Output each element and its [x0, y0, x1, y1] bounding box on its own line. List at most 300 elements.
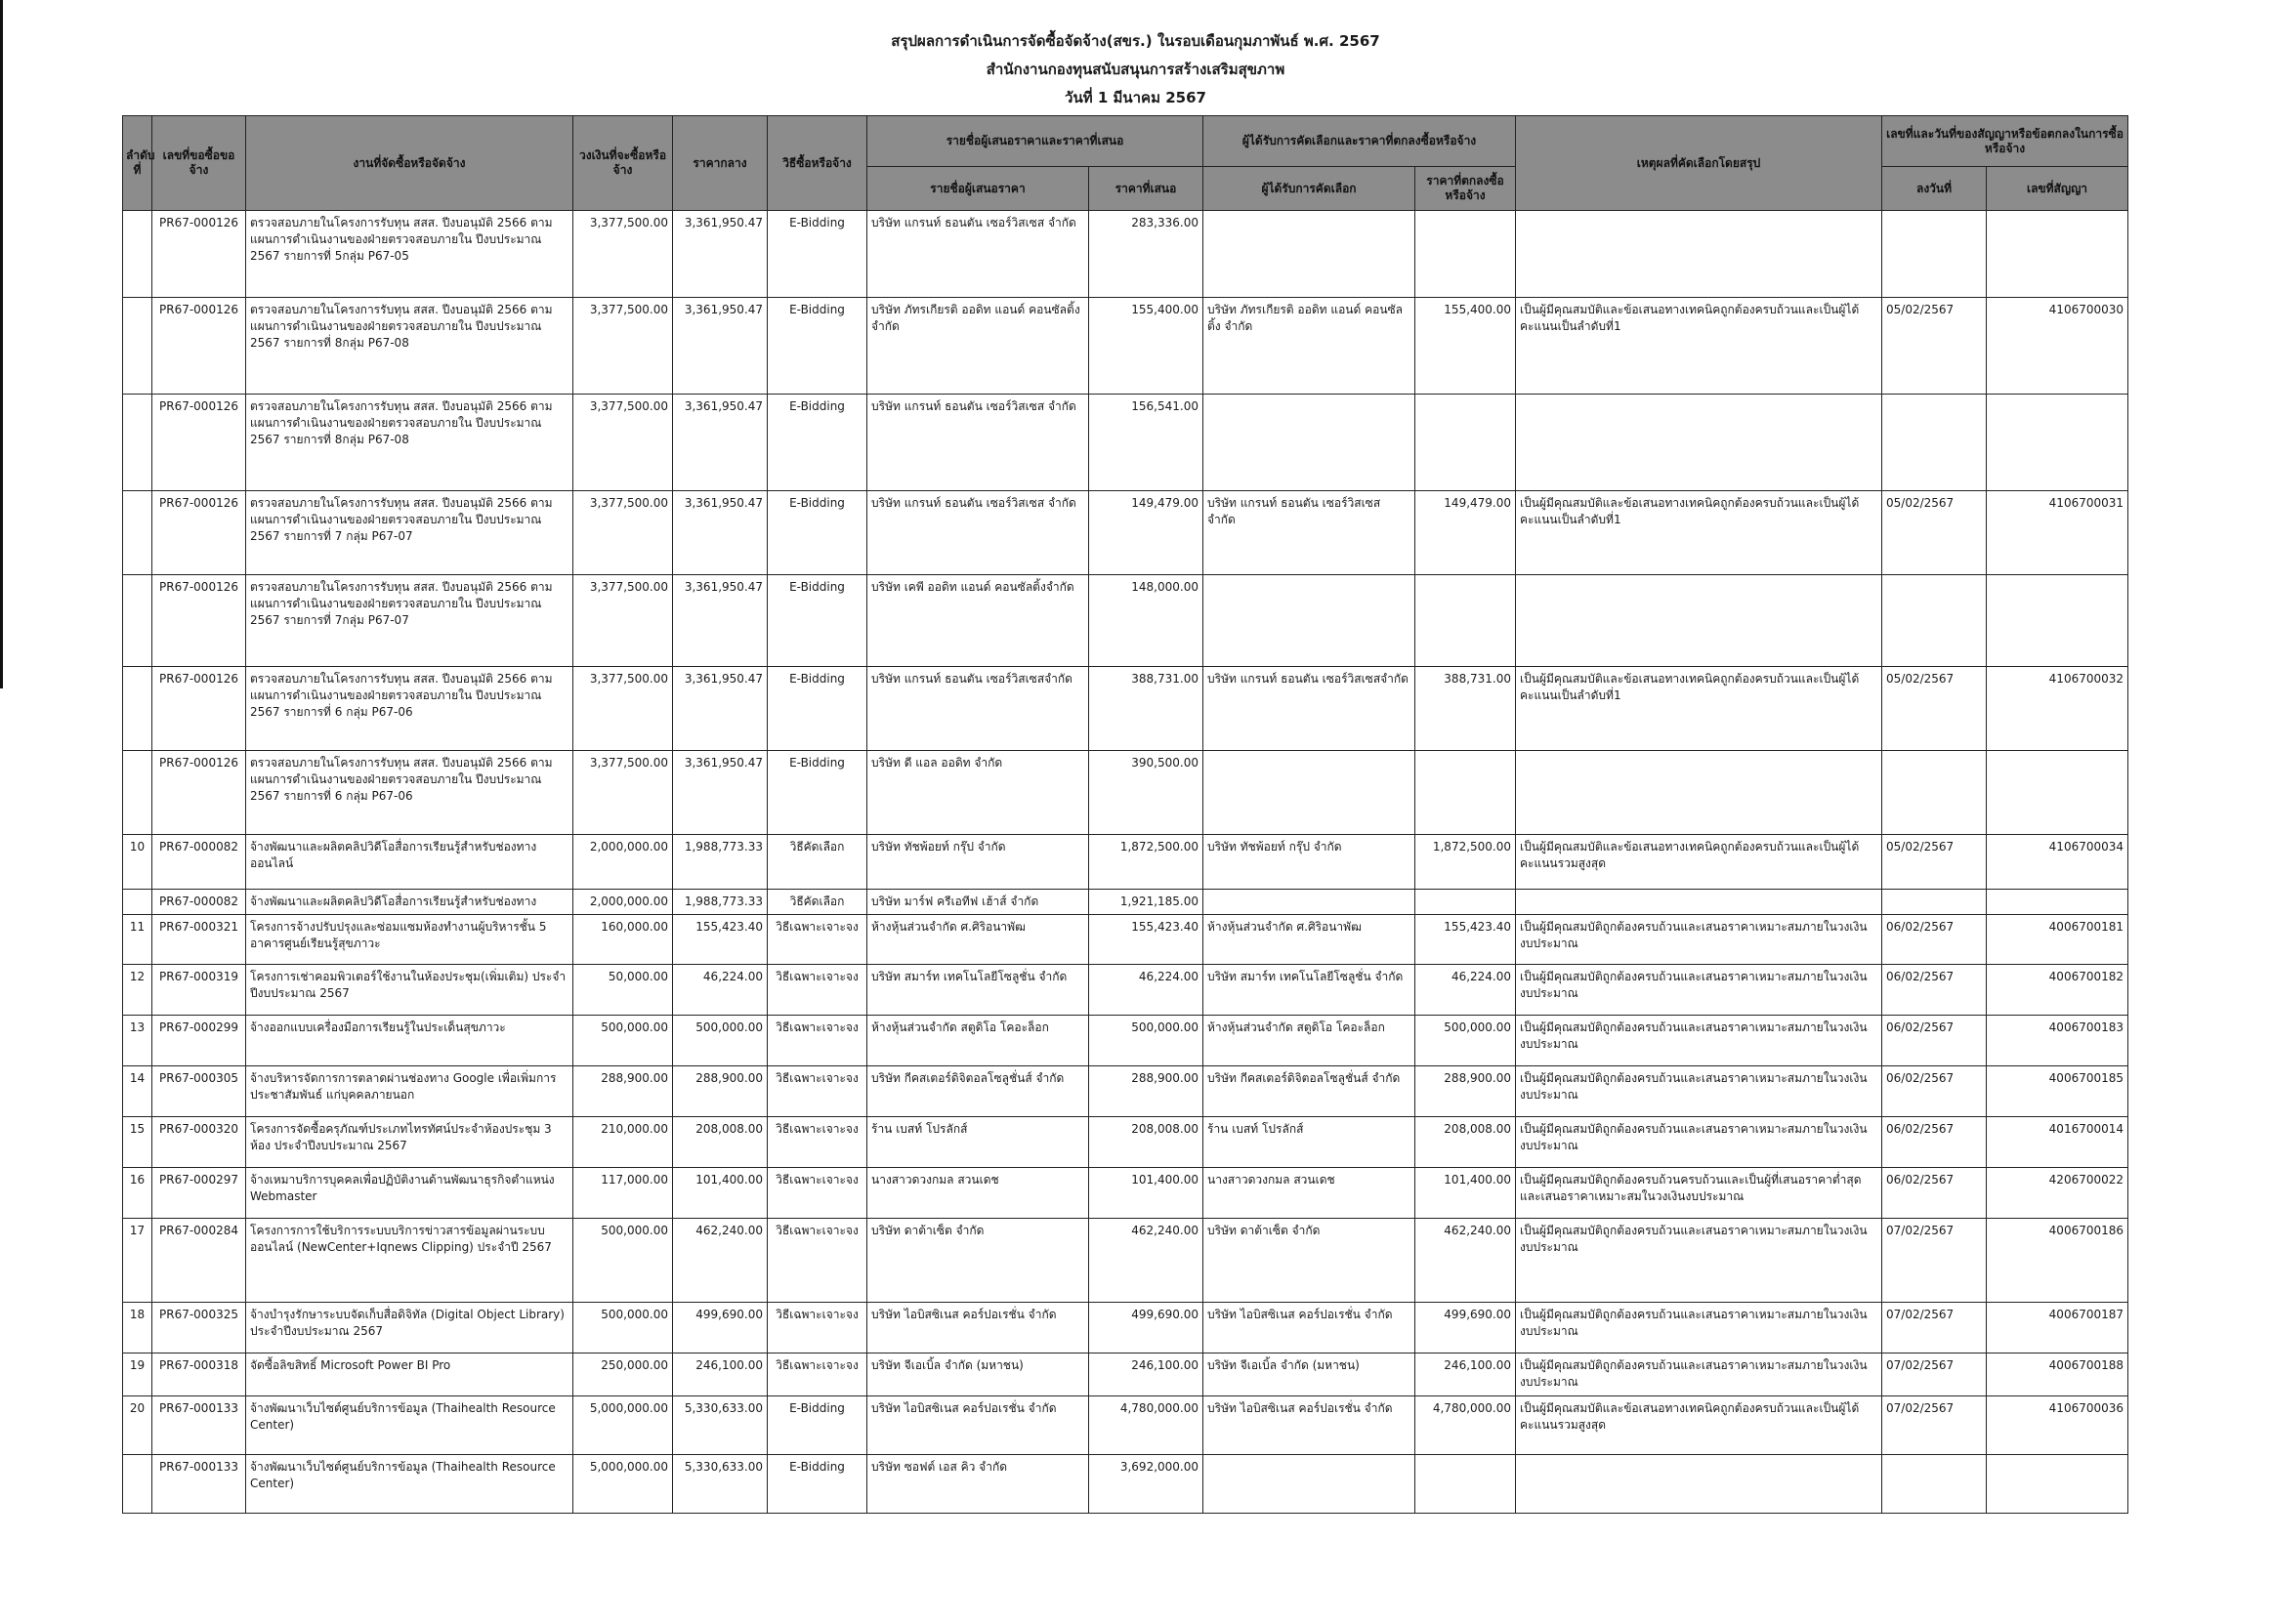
cell-pr-number: PR67-000321: [152, 915, 246, 965]
table-row: [123, 491, 2128, 575]
cell-no: 11: [123, 915, 152, 965]
cell-contract-date: 05/02/2567: [1882, 835, 1987, 890]
cell-budget: 3,377,500.00: [573, 211, 673, 298]
cell-reason: [1516, 211, 1882, 298]
cell-reason: เป็นผู้มีคุณสมบัติและข้อเสนอทางเทคนิคถูกต้องครบถ้วนและเป็นผู้ได้คะแนนเป็นลำดับที่1: [1516, 667, 1882, 751]
cell-contract-date: [1882, 751, 1987, 835]
cell-budget: 2,000,000.00: [573, 835, 673, 890]
cell-bidder-name: บริษัท แกรนท์ ธอนตัน เซอร์วิสเซส จำกัด: [867, 211, 1089, 298]
cell-agreed-price: [1415, 211, 1516, 298]
cell-bidder-name: บริษัท ดาต้าเซ็ต จำกัด: [867, 1219, 1089, 1303]
cell-no: 16: [123, 1168, 152, 1219]
cell-median-price: 3,361,950.47: [673, 395, 768, 491]
cell-selected-name: บริษัท ทัชพ้อยท์ กรุ๊ป จำกัด: [1203, 835, 1415, 890]
cell-contract-date: 07/02/2567: [1882, 1396, 1987, 1455]
table-row: [123, 1396, 2128, 1455]
cell-pr-number: PR67-000126: [152, 575, 246, 667]
cell-bidder-name: นางสาวดวงกมล สวนเดช: [867, 1168, 1089, 1219]
cell-agreed-price: [1415, 1455, 1516, 1514]
cell-reason: เป็นผู้มีคุณสมบัติและข้อเสนอทางเทคนิคถูกต้องครบถ้วนและเป็นผู้ได้คะแนนรวมสูงสุด: [1516, 835, 1882, 890]
cell-selected-name: บริษัท แกรนท์ ธอนตัน เซอร์วิสเซส จำกัด: [1203, 491, 1415, 575]
cell-selected-name: [1203, 1455, 1415, 1514]
cell-contract-date: 06/02/2567: [1882, 1168, 1987, 1219]
cell-contract-number: [1987, 1455, 2128, 1514]
cell-selected-name: บริษัท ดาต้าเซ็ต จำกัด: [1203, 1219, 1415, 1303]
cell-selected-name: บริษัท ภัทรเกียรติ ออดิท แอนด์ คอนซัลติ้ง จำกัด: [1203, 298, 1415, 395]
cell-bid-price: 388,731.00: [1089, 667, 1203, 751]
cell-method: วิธีเฉพาะเจาะจง: [768, 1168, 867, 1219]
cell-agreed-price: 288,900.00: [1415, 1066, 1516, 1117]
cell-agreed-price: 462,240.00: [1415, 1219, 1516, 1303]
cell-contract-date: 07/02/2567: [1882, 1303, 1987, 1353]
cell-agreed-price: 155,423.40: [1415, 915, 1516, 965]
cell-contract-number: 4016700014: [1987, 1117, 2128, 1168]
cell-method: วิธีเฉพาะเจาะจง: [768, 1016, 867, 1066]
cell-method: วิธีคัดเลือก: [768, 890, 867, 915]
cell-contract-number: 4106700031: [1987, 491, 2128, 575]
cell-budget: 3,377,500.00: [573, 395, 673, 491]
cell-reason: เป็นผู้มีคุณสมบัติถูกต้องครบถ้วนครบถ้วนและเป็นผู้ที่เสนอราคาต่ำสุดและเสนอราคาเหมาะสมในวงเงินงบประมาณ: [1516, 1168, 1882, 1219]
cell-no: 20: [123, 1396, 152, 1455]
cell-pr-number: PR67-000133: [152, 1396, 246, 1455]
cell-contract-date: [1882, 1455, 1987, 1514]
cell-pr-number: PR67-000297: [152, 1168, 246, 1219]
cell-bidder-name: บริษัท ดี แอล ออดิท จำกัด: [867, 751, 1089, 835]
cell-selected-name: ห้างหุ้นส่วนจำกัด สตูดิโอ โคอะล็อก: [1203, 1016, 1415, 1066]
cell-work: ตรวจสอบภายในโครงการรับทุน สสส. ปีงบอนุมัติ 2566 ตามแผนการดำเนินงานของฝ่ายตรวจสอบภายใน ปีงบประมาณ 2567 รายการที่ 7กลุ่ม P67-07: [246, 575, 573, 667]
cell-bidder-name: บริษัท ทัชพ้อยท์ กรุ๊ป จำกัด: [867, 835, 1089, 890]
cell-method: วิธีเฉพาะเจาะจง: [768, 1303, 867, 1353]
cell-no: [123, 491, 152, 575]
table-row: [123, 1353, 2128, 1396]
header-contract-date: ลงวันที่: [1882, 167, 1987, 211]
cell-contract-date: 05/02/2567: [1882, 298, 1987, 395]
table-row: [123, 965, 2128, 1016]
cell-median-price: 5,330,633.00: [673, 1455, 768, 1514]
cell-no: 15: [123, 1117, 152, 1168]
cell-method: E-Bidding: [768, 1396, 867, 1455]
cell-pr-number: PR67-000082: [152, 835, 246, 890]
cell-selected-name: ห้างหุ้นส่วนจำกัด ศ.ศิริอนาพัฒ: [1203, 915, 1415, 965]
cell-median-price: 1,988,773.33: [673, 890, 768, 915]
cell-agreed-price: [1415, 890, 1516, 915]
cell-bidder-name: บริษัท ไอบิสซิเนส คอร์ปอเรชั่น จำกัด: [867, 1303, 1089, 1353]
cell-median-price: 5,330,633.00: [673, 1396, 768, 1455]
cell-median-price: 288,900.00: [673, 1066, 768, 1117]
cell-contract-number: 4006700187: [1987, 1303, 2128, 1353]
cell-no: 10: [123, 835, 152, 890]
cell-median-price: 1,988,773.33: [673, 835, 768, 890]
cell-bid-price: 149,479.00: [1089, 491, 1203, 575]
cell-method: E-Bidding: [768, 667, 867, 751]
table-row: [123, 1303, 2128, 1353]
cell-median-price: 246,100.00: [673, 1353, 768, 1396]
cell-selected-name: [1203, 211, 1415, 298]
cell-median-price: 46,224.00: [673, 965, 768, 1016]
cell-reason: [1516, 751, 1882, 835]
cell-pr-number: PR67-000126: [152, 667, 246, 751]
cell-pr-number: PR67-000126: [152, 491, 246, 575]
header-work: งานที่จัดซื้อหรือจัดจ้าง: [246, 116, 573, 211]
cell-contract-date: 06/02/2567: [1882, 915, 1987, 965]
cell-contract-date: 06/02/2567: [1882, 1066, 1987, 1117]
cell-pr-number: PR67-000320: [152, 1117, 246, 1168]
document-title: สรุปผลการดำเนินการจัดซื้อจัดจ้าง(สขร.) ในรอบเดือนกุมภาพันธ์ พ.ศ. 2567: [891, 32, 1380, 50]
cell-method: E-Bidding: [768, 575, 867, 667]
cell-work: ตรวจสอบภายในโครงการรับทุน สสส. ปีงบอนุมัติ 2566 ตามแผนการดำเนินงานของฝ่ายตรวจสอบภายใน ปีงบประมาณ 2567 รายการที่ 6 กลุ่ม P67-06: [246, 751, 573, 835]
table-row: [123, 211, 2128, 298]
table-row: [123, 1117, 2128, 1168]
cell-work: โครงการจัดซื้อครุภัณฑ์ประเภทไทรทัศน์ประจำห้องประชุม 3 ห้อง ประจำปีงบประมาณ 2567: [246, 1117, 573, 1168]
cell-contract-number: 4006700188: [1987, 1353, 2128, 1396]
cell-bid-price: 155,423.40: [1089, 915, 1203, 965]
table-row: [123, 1066, 2128, 1117]
cell-pr-number: PR67-000133: [152, 1455, 246, 1514]
cell-no: 13: [123, 1016, 152, 1066]
cell-bid-price: 246,100.00: [1089, 1353, 1203, 1396]
cell-pr-number: PR67-000126: [152, 211, 246, 298]
table-row: [123, 1168, 2128, 1219]
cell-bidder-name: บริษัท สมาร์ท เทคโนโลยีโซลูชั่น จำกัด: [867, 965, 1089, 1016]
cell-reason: [1516, 395, 1882, 491]
header-selected-name: ผู้ได้รับการคัดเลือก: [1203, 167, 1415, 211]
table-row: [123, 1016, 2128, 1066]
cell-median-price: 3,361,950.47: [673, 491, 768, 575]
cell-bid-price: 1,872,500.00: [1089, 835, 1203, 890]
cell-bidder-name: บริษัท จีเอเบิ้ล จำกัด (มหาชน): [867, 1353, 1089, 1396]
cell-contract-number: 4106700030: [1987, 298, 2128, 395]
document-organization: สำนักงานกองทุนสนับสนุนการสร้างเสริมสุขภาพ: [986, 61, 1285, 78]
cell-contract-date: [1882, 395, 1987, 491]
table-row: [123, 575, 2128, 667]
cell-contract-date: [1882, 890, 1987, 915]
cell-contract-number: 4206700022: [1987, 1168, 2128, 1219]
cell-work: ตรวจสอบภายในโครงการรับทุน สสส. ปีงบอนุมัติ 2566 ตามแผนการดำเนินงานของฝ่ายตรวจสอบภายใน ปีงบประมาณ 2567 รายการที่ 7 กลุ่ม P67-07: [246, 491, 573, 575]
cell-budget: 250,000.00: [573, 1353, 673, 1396]
cell-contract-number: 4106700036: [1987, 1396, 2128, 1455]
cell-bidder-name: ห้างหุ้นส่วนจำกัด สตูดิโอ โคอะล็อก: [867, 1016, 1089, 1066]
cell-work: ตรวจสอบภายในโครงการรับทุน สสส. ปีงบอนุมัติ 2566 ตามแผนการดำเนินงานของฝ่ายตรวจสอบภายใน ปีงบประมาณ 2567 รายการที่ 6 กลุ่ม P67-06: [246, 667, 573, 751]
cell-reason: [1516, 1455, 1882, 1514]
cell-no: [123, 890, 152, 915]
cell-bid-price: 500,000.00: [1089, 1016, 1203, 1066]
header-contract-group: เลขที่และวันที่ของสัญญาหรือข้อตกลงในการซื้อหรือจ้าง: [1882, 116, 2128, 167]
table-row: [123, 1455, 2128, 1514]
cell-bid-price: 1,921,185.00: [1089, 890, 1203, 915]
cell-pr-number: PR67-000318: [152, 1353, 246, 1396]
cell-no: 17: [123, 1219, 152, 1303]
cell-contract-number: 4006700186: [1987, 1219, 2128, 1303]
cell-method: E-Bidding: [768, 1455, 867, 1514]
cell-budget: 3,377,500.00: [573, 298, 673, 395]
cell-contract-date: [1882, 211, 1987, 298]
cell-contract-number: [1987, 575, 2128, 667]
header-agreed-price: ราคาที่ตกลงซื้อหรือจ้าง: [1415, 167, 1516, 211]
cell-contract-number: [1987, 890, 2128, 915]
cell-budget: 500,000.00: [573, 1219, 673, 1303]
cell-no: 19: [123, 1353, 152, 1396]
table-row: [123, 395, 2128, 491]
cell-budget: 3,377,500.00: [573, 491, 673, 575]
cell-contract-number: [1987, 395, 2128, 491]
cell-method: วิธีเฉพาะเจาะจง: [768, 1219, 867, 1303]
cell-selected-name: บริษัท ไอบิสซิเนส คอร์ปอเรชั่น จำกัด: [1203, 1303, 1415, 1353]
cell-budget: 3,377,500.00: [573, 667, 673, 751]
cell-budget: 117,000.00: [573, 1168, 673, 1219]
cell-contract-number: [1987, 751, 2128, 835]
cell-reason: เป็นผู้มีคุณสมบัติถูกต้องครบถ้วนและเสนอราคาเหมาะสมภายในวงเงินงบประมาณ: [1516, 1219, 1882, 1303]
cell-contract-number: [1987, 211, 2128, 298]
cell-contract-date: 05/02/2567: [1882, 667, 1987, 751]
cell-selected-name: [1203, 395, 1415, 491]
cell-work: จ้างพัฒนาและผลิตคลิปวิดีโอสื่อการเรียนรู้สำหรับช่องทาง: [246, 890, 573, 915]
cell-selected-name: ร้าน เบสท์ โปรลักส์: [1203, 1117, 1415, 1168]
cell-contract-date: 06/02/2567: [1882, 1016, 1987, 1066]
cell-pr-number: PR67-000284: [152, 1219, 246, 1303]
cell-work: โครงการจ้างปรับปรุงและซ่อมแซมห้องทำงานผู้บริหารชั้น 5 อาคารศูนย์เรียนรู้สุขภาวะ: [246, 915, 573, 965]
cell-selected-name: [1203, 575, 1415, 667]
table-header: [123, 116, 2128, 211]
header-reason: เหตุผลที่คัดเลือกโดยสรุป: [1516, 116, 1882, 211]
cell-method: E-Bidding: [768, 211, 867, 298]
header-bid-price: ราคาที่เสนอ: [1089, 167, 1203, 211]
cell-budget: 288,900.00: [573, 1066, 673, 1117]
cell-no: [123, 751, 152, 835]
document-date: วันที่ 1 มีนาคม 2567: [1065, 89, 1206, 106]
cell-agreed-price: 4,780,000.00: [1415, 1396, 1516, 1455]
cell-contract-number: 4006700183: [1987, 1016, 2128, 1066]
cell-selected-name: บริษัท สมาร์ท เทคโนโลยีโซลูชั่น จำกัด: [1203, 965, 1415, 1016]
cell-reason: เป็นผู้มีคุณสมบัติถูกต้องครบถ้วนและเสนอราคาเหมาะสมภายในวงเงินงบประมาณ: [1516, 1303, 1882, 1353]
cell-bidder-name: ห้างหุ้นส่วนจำกัด ศ.ศิริอนาพัฒ: [867, 915, 1089, 965]
cell-bid-price: 4,780,000.00: [1089, 1396, 1203, 1455]
table-row: [123, 667, 2128, 751]
cell-bid-price: 46,224.00: [1089, 965, 1203, 1016]
header-no: ลำดับที่: [123, 116, 152, 211]
cell-no: [123, 298, 152, 395]
cell-method: วิธีเฉพาะเจาะจง: [768, 1117, 867, 1168]
cell-agreed-price: 149,479.00: [1415, 491, 1516, 575]
header-bidder-name: รายชื่อผู้เสนอราคา: [867, 167, 1089, 211]
table-row: [123, 298, 2128, 395]
cell-bidder-name: บริษัท แกรนท์ ธอนตัน เซอร์วิสเซส จำกัด: [867, 395, 1089, 491]
cell-selected-name: บริษัท แกรนท์ ธอนตัน เซอร์วิสเซสจำกัด: [1203, 667, 1415, 751]
cell-median-price: 3,361,950.47: [673, 751, 768, 835]
cell-bid-price: 3,692,000.00: [1089, 1455, 1203, 1514]
cell-bid-price: 390,500.00: [1089, 751, 1203, 835]
cell-work: จัดซื้อลิขสิทธิ์ Microsoft Power BI Pro: [246, 1353, 573, 1396]
cell-no: [123, 395, 152, 491]
cell-median-price: 3,361,950.47: [673, 298, 768, 395]
cell-contract-number: 4106700034: [1987, 835, 2128, 890]
cell-agreed-price: [1415, 575, 1516, 667]
cell-bid-price: 148,000.00: [1089, 575, 1203, 667]
cell-no: [123, 1455, 152, 1514]
cell-no: 12: [123, 965, 152, 1016]
header-budget: วงเงินที่จะซื้อหรือจ้าง: [573, 116, 673, 211]
cell-pr-number: PR67-000082: [152, 890, 246, 915]
header-pr-number: เลขที่ขอซื้อขอจ้าง: [152, 116, 246, 211]
cell-pr-number: PR67-000126: [152, 751, 246, 835]
cell-contract-number: 4006700182: [1987, 965, 2128, 1016]
cell-median-price: 3,361,950.47: [673, 211, 768, 298]
cell-method: E-Bidding: [768, 491, 867, 575]
cell-median-price: 499,690.00: [673, 1303, 768, 1353]
cell-pr-number: PR67-000126: [152, 298, 246, 395]
cell-budget: 2,000,000.00: [573, 890, 673, 915]
cell-pr-number: PR67-000126: [152, 395, 246, 491]
cell-method: วิธีเฉพาะเจาะจง: [768, 1353, 867, 1396]
cell-reason: [1516, 890, 1882, 915]
cell-contract-date: 07/02/2567: [1882, 1353, 1987, 1396]
cell-bid-price: 288,900.00: [1089, 1066, 1203, 1117]
cell-median-price: 101,400.00: [673, 1168, 768, 1219]
cell-bidder-name: บริษัท ซอฟต์ เอส คิว จำกัด: [867, 1455, 1089, 1514]
cell-pr-number: PR67-000325: [152, 1303, 246, 1353]
cell-bidder-name: บริษัท แกรนท์ ธอนตัน เซอร์วิสเซสจำกัด: [867, 667, 1089, 751]
cell-reason: เป็นผู้มีคุณสมบัติถูกต้องครบถ้วนและเสนอราคาเหมาะสมภายในวงเงินงบประมาณ: [1516, 1353, 1882, 1396]
cell-contract-number: 4006700185: [1987, 1066, 2128, 1117]
cell-bidder-name: บริษัท ภัทรเกียรติ ออดิท แอนด์ คอนซัลติ้ง จำกัด: [867, 298, 1089, 395]
cell-work: จ้างพัฒนาเว็บไซต์ศูนย์บริการข้อมูล (Thaihealth Resource Center): [246, 1455, 573, 1514]
document-header: [0, 27, 2271, 112]
cell-no: [123, 575, 152, 667]
cell-reason: เป็นผู้มีคุณสมบัติและข้อเสนอทางเทคนิคถูกต้องครบถ้วนและเป็นผู้ได้คะแนนเป็นลำดับที่1: [1516, 298, 1882, 395]
cell-bid-price: 499,690.00: [1089, 1303, 1203, 1353]
cell-reason: เป็นผู้มีคุณสมบัติถูกต้องครบถ้วนและเสนอราคาเหมาะสมภายในวงเงินงบประมาณ: [1516, 1066, 1882, 1117]
cell-method: วิธีเฉพาะเจาะจง: [768, 965, 867, 1016]
table-row: [123, 890, 2128, 915]
cell-bidder-name: บริษัท กีคสเตอร์ดิจิตอลโซลูชั่นส์ จำกัด: [867, 1066, 1089, 1117]
cell-agreed-price: 1,872,500.00: [1415, 835, 1516, 890]
cell-bid-price: 101,400.00: [1089, 1168, 1203, 1219]
header-bidders-group: รายชื่อผู้เสนอราคาและราคาที่เสนอ: [867, 116, 1203, 167]
table-row: [123, 835, 2128, 890]
table-row: [123, 751, 2128, 835]
cell-work: ตรวจสอบภายในโครงการรับทุน สสส. ปีงบอนุมัติ 2566 ตามแผนการดำเนินงานของฝ่ายตรวจสอบภายใน ปีงบประมาณ 2567 รายการที่ 5กลุ่ม P67-05: [246, 211, 573, 298]
cell-contract-number: 4106700032: [1987, 667, 2128, 751]
cell-selected-name: นางสาวดวงกมล สวนเดช: [1203, 1168, 1415, 1219]
cell-no: 18: [123, 1303, 152, 1353]
cell-work: จ้างออกแบบเครื่องมือการเรียนรู้ในประเด็นสุขภาวะ: [246, 1016, 573, 1066]
cell-budget: 3,377,500.00: [573, 575, 673, 667]
cell-selected-name: [1203, 751, 1415, 835]
cell-reason: เป็นผู้มีคุณสมบัติถูกต้องครบถ้วนและเสนอราคาเหมาะสมภายในวงเงินงบประมาณ: [1516, 915, 1882, 965]
cell-median-price: 3,361,950.47: [673, 575, 768, 667]
cell-contract-date: [1882, 575, 1987, 667]
cell-bidder-name: บริษัท เคพี ออดิท แอนด์ คอนซัลติ้งจำกัด: [867, 575, 1089, 667]
cell-work: จ้างพัฒนาและผลิตคลิปวิดีโอสื่อการเรียนรู้สำหรับช่องทางออนไลน์: [246, 835, 573, 890]
cell-pr-number: PR67-000305: [152, 1066, 246, 1117]
cell-selected-name: บริษัท กีคสเตอร์ดิจิตอลโซลูชั่นส์ จำกัด: [1203, 1066, 1415, 1117]
cell-contract-date: 07/02/2567: [1882, 1219, 1987, 1303]
cell-contract-date: 06/02/2567: [1882, 1117, 1987, 1168]
cell-bid-price: 462,240.00: [1089, 1219, 1203, 1303]
cell-agreed-price: 101,400.00: [1415, 1168, 1516, 1219]
cell-bidder-name: บริษัท มาร์ฟ ครีเอทีฟ เฮ้าส์ จำกัด: [867, 890, 1089, 915]
cell-bid-price: 208,008.00: [1089, 1117, 1203, 1168]
cell-contract-date: 05/02/2567: [1882, 491, 1987, 575]
cell-budget: 50,000.00: [573, 965, 673, 1016]
cell-contract-number: 4006700181: [1987, 915, 2128, 965]
cell-bid-price: 156,541.00: [1089, 395, 1203, 491]
cell-method: E-Bidding: [768, 751, 867, 835]
cell-bidder-name: ร้าน เบสท์ โปรลักส์: [867, 1117, 1089, 1168]
cell-no: [123, 211, 152, 298]
table-body: [123, 211, 2128, 1514]
cell-budget: 210,000.00: [573, 1117, 673, 1168]
cell-work: จ้างพัฒนาเว็บไซต์ศูนย์บริการข้อมูล (Thaihealth Resource Center): [246, 1396, 573, 1455]
cell-selected-name: บริษัท จีเอเบิ้ล จำกัด (มหาชน): [1203, 1353, 1415, 1396]
cell-selected-name: บริษัท ไอบิสซิเนส คอร์ปอเรชั่น จำกัด: [1203, 1396, 1415, 1455]
cell-work: โครงการเช่าคอมพิวเตอร์ใช้งานในห้องประชุม(เพิ่มเติม) ประจำปีงบประมาณ 2567: [246, 965, 573, 1016]
header-method: วิธีซื้อหรือจ้าง: [768, 116, 867, 211]
cell-reason: เป็นผู้มีคุณสมบัติและข้อเสนอทางเทคนิคถูกต้องครบถ้วนและเป็นผู้ได้คะแนนเป็นลำดับที่1: [1516, 491, 1882, 575]
cell-no: [123, 667, 152, 751]
cell-method: วิธีเฉพาะเจาะจง: [768, 915, 867, 965]
table-row: [123, 1219, 2128, 1303]
cell-bidder-name: บริษัท ไอบิสซิเนส คอร์ปอเรชั่น จำกัด: [867, 1396, 1089, 1455]
cell-bidder-name: บริษัท แกรนท์ ธอนตัน เซอร์วิสเซส จำกัด: [867, 491, 1089, 575]
cell-reason: เป็นผู้มีคุณสมบัติและข้อเสนอทางเทคนิคถูกต้องครบถ้วนและเป็นผู้ได้คะแนนรวมสูงสุด: [1516, 1396, 1882, 1455]
cell-agreed-price: [1415, 395, 1516, 491]
header-median-price: ราคากลาง: [673, 116, 768, 211]
cell-agreed-price: 388,731.00: [1415, 667, 1516, 751]
cell-median-price: 155,423.40: [673, 915, 768, 965]
cell-budget: 160,000.00: [573, 915, 673, 965]
cell-median-price: 3,361,950.47: [673, 667, 768, 751]
cell-budget: 5,000,000.00: [573, 1396, 673, 1455]
cell-reason: เป็นผู้มีคุณสมบัติถูกต้องครบถ้วนและเสนอราคาเหมาะสมภายในวงเงินงบประมาณ: [1516, 965, 1882, 1016]
cell-work: ตรวจสอบภายในโครงการรับทุน สสส. ปีงบอนุมัติ 2566 ตามแผนการดำเนินงานของฝ่ายตรวจสอบภายใน ปีงบประมาณ 2567 รายการที่ 8กลุ่ม P67-08: [246, 395, 573, 491]
cell-agreed-price: 46,224.00: [1415, 965, 1516, 1016]
cell-selected-name: [1203, 890, 1415, 915]
cell-agreed-price: 499,690.00: [1415, 1303, 1516, 1353]
cell-agreed-price: [1415, 751, 1516, 835]
cell-median-price: 462,240.00: [673, 1219, 768, 1303]
cell-method: วิธีเฉพาะเจาะจง: [768, 1066, 867, 1117]
cell-work: จ้างบริหารจัดการการตลาดผ่านช่องทาง Google เพื่อเพิ่มการประชาสัมพันธ์ แก่บุคคลภายนอก: [246, 1066, 573, 1117]
cell-budget: 500,000.00: [573, 1016, 673, 1066]
cell-contract-date: 06/02/2567: [1882, 965, 1987, 1016]
cell-agreed-price: 246,100.00: [1415, 1353, 1516, 1396]
cell-agreed-price: 208,008.00: [1415, 1117, 1516, 1168]
cell-work: โครงการการใช้บริการระบบบริการข่าวสารข้อมูลผ่านระบบออนไลน์ (NewCenter+Iqnews Clipping) ประจำปี 2567: [246, 1219, 573, 1303]
cell-budget: 5,000,000.00: [573, 1455, 673, 1514]
cell-median-price: 208,008.00: [673, 1117, 768, 1168]
cell-bid-price: 155,400.00: [1089, 298, 1203, 395]
cell-reason: เป็นผู้มีคุณสมบัติถูกต้องครบถ้วนและเสนอราคาเหมาะสมภายในวงเงินงบประมาณ: [1516, 1016, 1882, 1066]
cell-work: ตรวจสอบภายในโครงการรับทุน สสส. ปีงบอนุมัติ 2566 ตามแผนการดำเนินงานของฝ่ายตรวจสอบภายใน ปีงบประมาณ 2567 รายการที่ 8กลุ่ม P67-08: [246, 298, 573, 395]
cell-method: E-Bidding: [768, 395, 867, 491]
cell-budget: 3,377,500.00: [573, 751, 673, 835]
cell-no: 14: [123, 1066, 152, 1117]
cell-pr-number: PR67-000319: [152, 965, 246, 1016]
cell-agreed-price: 155,400.00: [1415, 298, 1516, 395]
procurement-table: [122, 115, 2128, 1514]
header-selected-group: ผู้ได้รับการคัดเลือกและราคาที่ตกลงซื้อหรือจ้าง: [1203, 116, 1516, 167]
header-contract-number: เลขที่สัญญา: [1987, 167, 2128, 211]
cell-method: E-Bidding: [768, 298, 867, 395]
cell-work: จ้างบำรุงรักษาระบบจัดเก็บสื่อดิจิทัล (Digital Object Library) ประจำปีงบประมาณ 2567: [246, 1303, 573, 1353]
table-row: [123, 915, 2128, 965]
cell-reason: เป็นผู้มีคุณสมบัติถูกต้องครบถ้วนและเสนอราคาเหมาะสมภายในวงเงินงบประมาณ: [1516, 1117, 1882, 1168]
cell-bid-price: 283,336.00: [1089, 211, 1203, 298]
cell-budget: 500,000.00: [573, 1303, 673, 1353]
cell-method: วิธีคัดเลือก: [768, 835, 867, 890]
cell-work: จ้างเหมาบริการบุคคลเพื่อปฏิบัติงานด้านพัฒนาธุรกิจตำแหน่ง Webmaster: [246, 1168, 573, 1219]
cell-median-price: 500,000.00: [673, 1016, 768, 1066]
